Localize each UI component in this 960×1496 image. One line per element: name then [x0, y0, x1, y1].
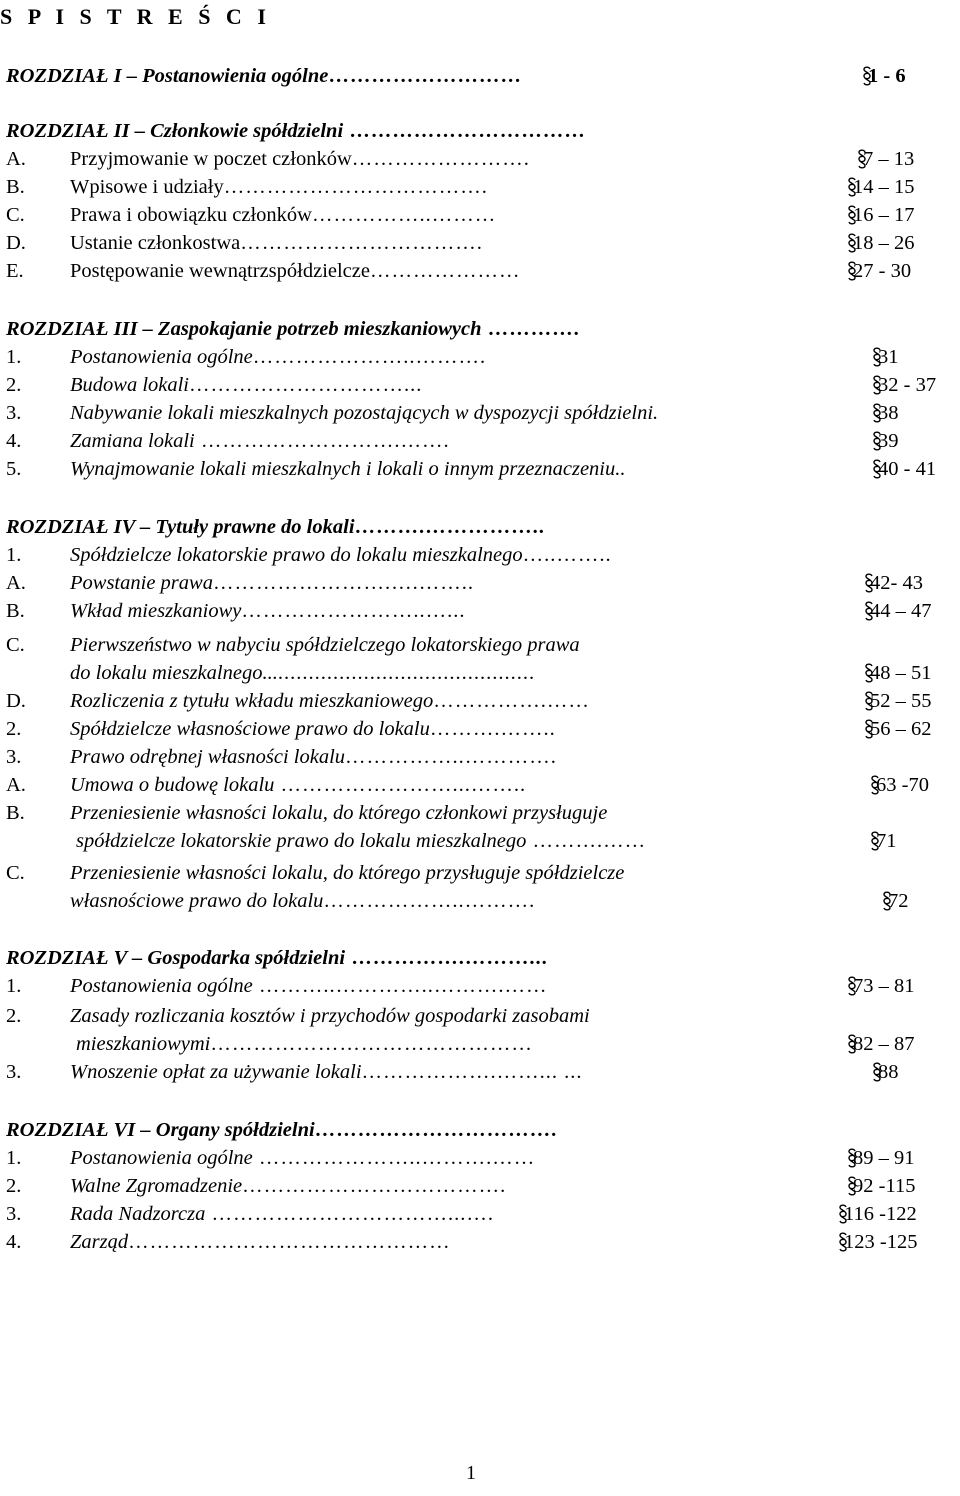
dot-leader: ……………………….……. [194, 430, 450, 452]
toc-chapter[interactable] [0, 62, 960, 90]
toc-entry-label: B. [6, 176, 25, 198]
page-range-text: 88 [878, 1061, 899, 1083]
toc-entry[interactable] [0, 631, 960, 659]
toc-entry[interactable] [0, 972, 960, 1000]
page-title: S P I S T R E Ś C I [0, 4, 271, 29]
dot-leader: ……….…… [526, 830, 647, 852]
dot-leader: ………………………………. [242, 1175, 507, 1197]
toc-entry-text [70, 1228, 451, 1256]
toc-entry-text [6, 513, 545, 541]
section-sign-icon [880, 890, 894, 912]
toc-entry-title: Przeniesienie własności lokalu, do którego członkowi przysługuje [70, 802, 608, 824]
toc-entry-text [70, 659, 535, 687]
toc-entry[interactable] [0, 1228, 960, 1256]
toc-page-range [868, 827, 897, 855]
dot-leader: …………………….….…….. [212, 572, 474, 594]
toc-entry-text [6, 117, 586, 145]
dot-leader: …………….…… [433, 690, 590, 712]
toc-page-range [870, 1058, 899, 1086]
section-sign-icon [845, 1147, 859, 1169]
dot-leader: …………. [481, 318, 580, 340]
section-sign-icon [845, 176, 859, 198]
toc-entry[interactable] [0, 827, 960, 855]
toc-entry[interactable] [0, 145, 960, 173]
toc-chapter[interactable] [0, 1116, 960, 1144]
dot-leader: ……….…………….. [354, 516, 545, 538]
toc-page-range [870, 455, 936, 483]
dot-leader: ……………..…………. [345, 746, 557, 768]
toc-entry[interactable] [0, 597, 960, 625]
section-sign-icon [845, 232, 859, 254]
dot-leader: ……………….……... ... [361, 1061, 583, 1083]
toc-entry-title: własnościowe prawo do lokalu [70, 890, 324, 912]
page-range-text: 72 [888, 890, 909, 912]
dot-leader: ……………………………………… [128, 1231, 451, 1253]
toc-entry-label: C. [6, 204, 25, 226]
toc-entry-text [70, 371, 422, 399]
toc-entry[interactable] [0, 1030, 960, 1058]
page-range-text: 18 – 26 [853, 232, 915, 254]
toc-page-range [860, 62, 906, 90]
dot-leader: …………….………... [345, 947, 548, 969]
page-range-text: 116 -122 [844, 1203, 917, 1225]
toc-entry-title: Zasady rozliczania kosztów i przychodów gospodarki zasobami [70, 1005, 590, 1027]
dot-leader: ……………………………. [240, 232, 483, 254]
toc-entry-title: ROZDZIAŁ III – Zaspokajanie potrzeb mieszkaniowych [6, 318, 482, 340]
page-range-text: 92 -115 [853, 1175, 916, 1197]
toc-entry-label: 5. [6, 458, 22, 480]
toc-entry[interactable] [0, 743, 960, 771]
toc-entry-label: A. [6, 572, 26, 594]
toc-entry-text [70, 455, 626, 483]
section-sign-icon [862, 600, 876, 622]
dot-leader: …………………………… [343, 120, 586, 142]
toc-entry-label: 1. [6, 544, 22, 566]
dot-leader: ……………………………...…. [205, 1203, 494, 1225]
toc-entry[interactable] [0, 659, 960, 687]
toc-entry-text [70, 399, 658, 427]
toc-entry-label: 2. [6, 374, 22, 396]
toc-entry-label: E. [6, 260, 24, 282]
toc-entry-label: C. [6, 862, 25, 884]
toc-entry-text [70, 972, 548, 1000]
toc-entry-title: Rada Nadzorcza [70, 1203, 206, 1225]
toc-page-range [870, 427, 899, 455]
toc-entry-title: Wpisowe i udziały [70, 176, 224, 198]
toc-entry-text [6, 315, 580, 343]
toc-entry-text [70, 743, 557, 771]
page-range-text: 63 -70 [876, 774, 929, 796]
section-sign-icon [845, 260, 859, 282]
toc-entry-text [6, 1116, 557, 1144]
toc-page-range [880, 887, 909, 915]
section-sign-icon [862, 662, 876, 684]
page-range-text: 7 – 13 [863, 148, 915, 170]
dot-leader: ……………………...…….. [274, 774, 527, 796]
toc-page-range [862, 687, 932, 715]
toc-entry-label: 2. [6, 1005, 22, 1027]
toc-page-range [845, 201, 915, 229]
toc-entry-title: ROZDZIAŁ IV – Tytuły prawne do lokali [6, 516, 355, 538]
section-sign-icon [836, 1231, 850, 1253]
toc-entry-label: A. [6, 148, 26, 170]
toc-entry-title: Pierwszeństwo w nabyciu spółdzielczego lokatorskiego prawa [70, 634, 580, 656]
dot-leader: …………………..……….…… [252, 1147, 536, 1169]
toc-entry-label: 4. [6, 1231, 22, 1253]
toc-entry-label: D. [6, 690, 26, 712]
toc-entry-text [70, 201, 496, 229]
toc-entry-label: B. [6, 600, 25, 622]
toc-entry-label: 3. [6, 402, 22, 424]
toc-entry[interactable] [0, 687, 960, 715]
dot-leader: ………………… [369, 260, 521, 282]
section-sign-icon [870, 402, 884, 424]
section-sign-icon [845, 1175, 859, 1197]
toc-entry-title: Powstanie prawa [70, 572, 213, 594]
dot-leader: ……………………. [351, 148, 530, 170]
toc-entry-text [70, 597, 466, 625]
toc-entry-text [70, 1058, 583, 1086]
toc-entry-text [70, 799, 607, 827]
dot-leader: …………………..………. [252, 346, 487, 368]
toc-entry-text [70, 1144, 535, 1172]
page-range-text: 31 [878, 346, 899, 368]
page-range-text: 42- 43 [870, 572, 923, 594]
toc-entry-title: Rozliczenia z tytułu wkładu mieszkaniowego [70, 690, 434, 712]
toc-entry-title: Prawa i obowiązku członków [70, 204, 312, 226]
toc-entry[interactable] [0, 771, 960, 799]
toc-page-range [870, 399, 899, 427]
dot-leader: .......................................... [277, 662, 536, 684]
toc-page-range [862, 569, 923, 597]
page-range-text: 89 – 91 [853, 1147, 915, 1169]
toc-page-range [845, 972, 915, 1000]
toc-entry-title: Ustanie członkostwa [70, 232, 241, 254]
page-range-text: 27 - 30 [853, 260, 912, 282]
toc-entry-text [6, 944, 548, 972]
toc-entry-text [70, 1172, 506, 1200]
dot-leader: ………………..………. [323, 890, 536, 912]
toc-entry-title: Spółdzielcze własnościowe prawo do lokalu [70, 718, 430, 740]
toc-entry-text [70, 887, 535, 915]
section-sign-icon [836, 1203, 850, 1225]
toc-entry-title: Przyjmowanie w poczet członków [70, 148, 352, 170]
page-range-text: 56 – 62 [870, 718, 932, 740]
toc-entry-text [70, 569, 474, 597]
toc-entry[interactable] [0, 859, 960, 887]
dot-leader: ……………………………………… [210, 1033, 533, 1055]
toc-entry-label: 3. [6, 746, 22, 768]
section-sign-icon [868, 774, 882, 796]
toc-entry-text [70, 771, 526, 799]
toc-entry-text [70, 229, 483, 257]
dot-leader: ……………………..…... [241, 600, 466, 622]
toc-page-range [845, 173, 915, 201]
toc-entry[interactable] [0, 399, 960, 427]
toc-entry-label: 2. [6, 718, 22, 740]
toc-entry-title: Postanowienia ogólne [70, 1147, 253, 1169]
toc-entry-text [76, 827, 646, 855]
page-range-text: 123 -125 [844, 1231, 918, 1253]
page-number: 1 [466, 1462, 476, 1484]
toc-chapter[interactable] [0, 944, 960, 972]
toc-entry-label: 4. [6, 430, 22, 452]
section-sign-icon [862, 572, 876, 594]
section-sign-icon [870, 374, 884, 396]
toc-page-range [836, 1200, 917, 1228]
dot-leader: ……….…….. [429, 718, 556, 740]
toc-entry-label: 1. [6, 346, 22, 368]
toc-entry[interactable] [0, 427, 960, 455]
section-sign-icon [845, 204, 859, 226]
toc-entry[interactable] [0, 173, 960, 201]
section-sign-icon [870, 1061, 884, 1083]
toc-page-range [870, 371, 936, 399]
page-range-text: 14 – 15 [853, 176, 915, 198]
toc-page-range [845, 1144, 915, 1172]
toc-entry-title: Postanowienia ogólne [70, 975, 253, 997]
toc-entry[interactable] [0, 715, 960, 743]
toc-entry-text [70, 1200, 494, 1228]
toc-entry-label: 2. [6, 1175, 22, 1197]
toc-entry-title: Wnoszenie opłat za używanie lokali [70, 1061, 362, 1083]
toc-entry-text [70, 257, 520, 285]
toc-entry[interactable] [0, 257, 960, 285]
dot-leader: …………………………... [189, 374, 423, 396]
section-sign-icon [870, 430, 884, 452]
dot-leader: ………..…………..……….…… [252, 975, 548, 997]
toc-entry-text [70, 859, 624, 887]
toc-entry-label: B. [6, 802, 25, 824]
toc-entry-text [70, 715, 556, 743]
toc-entry[interactable] [0, 569, 960, 597]
toc-entry-label: D. [6, 232, 26, 254]
toc-entry-title: Postępowanie wewnątrzspółdzielcze [70, 260, 370, 282]
toc-entry-text [70, 631, 580, 659]
toc-entry-title: Umowa o budowę lokalu [70, 774, 275, 796]
toc-entry-title: ROZDZIAŁ V – Gospodarka spółdzielni [6, 947, 346, 969]
toc-entry[interactable] [0, 541, 960, 569]
toc-entry-label: 3. [6, 1203, 22, 1225]
toc-entry-label: A. [6, 774, 26, 796]
section-sign-icon [855, 148, 869, 170]
toc-entry[interactable] [0, 887, 960, 915]
toc-page-range [868, 771, 929, 799]
dot-leader: ……………..……… [311, 204, 497, 226]
toc-entry-label: 1. [6, 1147, 22, 1169]
dot-leader: …..…….. [522, 544, 612, 566]
toc-page-range [862, 715, 932, 743]
toc-page-range [836, 1228, 917, 1256]
toc-entry-text [70, 145, 530, 173]
toc-entry-text [70, 173, 488, 201]
page-range-text: 82 – 87 [853, 1033, 915, 1055]
toc-entry-title: Spółdzielcze lokatorskie prawo do lokalu mieszkalnego [70, 544, 523, 566]
toc-entry-label: 3. [6, 1061, 22, 1083]
toc-entry[interactable] [0, 799, 960, 827]
page-range-text: 71 [876, 830, 897, 852]
toc-page-range [845, 257, 911, 285]
toc-entry-title: spółdzielcze lokatorskie prawo do lokalu mieszkalnego [76, 830, 527, 852]
toc-page-range [870, 343, 899, 371]
page-range-text: 16 – 17 [853, 204, 915, 226]
toc-entry-title: Przeniesienie własności lokalu, do którego przysługuje spółdzielcze [70, 862, 625, 884]
page-range-text: 40 - 41 [878, 458, 937, 480]
toc-page-range [845, 229, 915, 257]
toc-page-range [862, 659, 932, 687]
page-range-text: 73 – 81 [853, 975, 915, 997]
toc-entry-title: Wynajmowanie lokali mieszkalnych i lokali o innym przeznaczeniu.. [70, 458, 626, 480]
toc-entry-text [70, 343, 486, 371]
toc-entry[interactable] [0, 455, 960, 483]
toc-entry-title: Walne Zgromadzenie [70, 1175, 243, 1197]
toc-entry-title: Zamiana lokali [70, 430, 195, 452]
toc-entry-text [70, 1002, 590, 1030]
toc-chapter[interactable] [0, 315, 960, 343]
toc-entry-text [70, 687, 590, 715]
section-sign-icon [862, 718, 876, 740]
toc-entry[interactable] [0, 229, 960, 257]
toc-page-range [845, 1030, 915, 1058]
toc-entry-title: Nabywanie lokali mieszkalnych pozostających w dyspozycji spółdzielni. [70, 402, 659, 424]
toc-entry[interactable] [0, 1002, 960, 1030]
toc-entry-text [76, 1030, 533, 1058]
section-sign-icon [860, 65, 874, 87]
toc-entry-label: C. [6, 634, 25, 656]
page-range-text: 32 - 37 [878, 374, 937, 396]
page-range-text: 1 - 6 [868, 65, 906, 87]
toc-entry-title: do lokalu mieszkalnego... [70, 662, 278, 684]
toc-entry-title: Prawo odrębnej własności lokalu [70, 746, 346, 768]
toc-entry-title: ROZDZIAŁ II – Członkowie spółdzielni [6, 120, 344, 142]
dot-leader: ……………………………. [314, 1119, 558, 1141]
toc-chapter[interactable] [0, 117, 960, 145]
toc-entry-title: mieszkaniowymi [76, 1033, 211, 1055]
toc-entry[interactable] [0, 343, 960, 371]
toc-entry-text [6, 62, 522, 90]
toc-page-range [862, 597, 932, 625]
toc-page-range [845, 1172, 915, 1200]
section-sign-icon [870, 458, 884, 480]
page-range-text: 44 – 47 [870, 600, 932, 622]
toc-page-range [855, 145, 914, 173]
toc-entry-title: Zarząd [70, 1231, 129, 1253]
toc-entry[interactable] [0, 1172, 960, 1200]
section-sign-icon [845, 975, 859, 997]
toc-entry[interactable] [0, 1200, 960, 1228]
page-range-text: 52 – 55 [870, 690, 932, 712]
toc-entry-text [70, 541, 612, 569]
toc-entry-text [70, 427, 450, 455]
toc-entry[interactable] [0, 1058, 960, 1086]
toc-entry[interactable] [0, 371, 960, 399]
toc-entry-title: Wkład mieszkaniowy [70, 600, 242, 622]
section-sign-icon [845, 1033, 859, 1055]
page-range-text: 48 – 51 [870, 662, 932, 684]
toc-entry-title: Postanowienia ogólne [70, 346, 253, 368]
page-range-text: 38 [878, 402, 899, 424]
toc-entry-label: 1. [6, 975, 22, 997]
section-sign-icon [862, 690, 876, 712]
toc-entry[interactable] [0, 1144, 960, 1172]
section-sign-icon [868, 830, 882, 852]
dot-leader: ……………………… [328, 65, 522, 87]
toc-entry[interactable] [0, 201, 960, 229]
section-sign-icon [870, 346, 884, 368]
page-range-text: 39 [878, 430, 899, 452]
toc-chapter[interactable] [0, 513, 960, 541]
toc-entry-title: ROZDZIAŁ VI – Organy spółdzielni [6, 1119, 315, 1141]
toc-entry-title: ROZDZIAŁ I – Postanowienia ogólne [6, 65, 329, 87]
toc-entry-title: Budowa lokali [70, 374, 190, 396]
dot-leader: ………………………………. [223, 176, 488, 198]
